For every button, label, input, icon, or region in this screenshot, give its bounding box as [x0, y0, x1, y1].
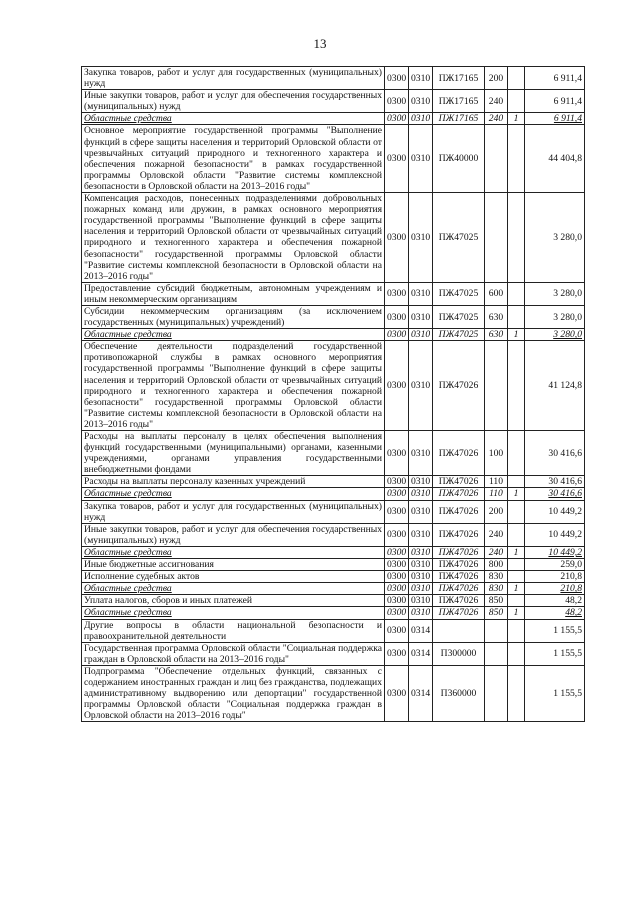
- row-target-article-code: ПЖ47026: [433, 559, 485, 571]
- row-amount: 30 416,6: [525, 476, 585, 488]
- row-section-code: 0300: [385, 113, 409, 125]
- row-expense-type-code: 830: [485, 571, 508, 583]
- row-expense-type-code: [485, 619, 508, 642]
- table-row: [82, 500, 585, 523]
- row-section-code: 0300: [385, 488, 409, 500]
- row-section-code: 0300: [385, 193, 409, 283]
- table-row: [82, 193, 585, 283]
- row-target-article-code: ПЖ47025: [433, 305, 485, 328]
- row-section-code: 0300: [385, 329, 409, 341]
- row-description: Уплата налогов, сборов и иных платежей: [82, 595, 385, 607]
- row-section-code: 0300: [385, 619, 409, 642]
- row-expense-type-code: 240: [485, 90, 508, 113]
- row-section-code: 0300: [385, 431, 409, 476]
- table-row: [82, 305, 585, 328]
- row-section-code: 0300: [385, 607, 409, 619]
- table-row: [82, 619, 585, 642]
- row-section-code: 0300: [385, 642, 409, 665]
- row-amount: 30 416,6: [525, 488, 585, 500]
- row-description: Расходы на выплаты персоналу в целях обеспечения выполнения функций государственными (муниципальными) органами, казенными учреждениями, органами управления государственными внебюджетными фондами: [82, 431, 385, 476]
- budget-table: [81, 66, 585, 722]
- row-description: Подпрограмма "Обеспечение отдельных функций, связанных с содержанием иностранных граждан и лиц без гражданства, подлежащих административному выдворению или депортации" государственной программы Орловской области "Социальная поддержка граждан в Орловской области на 2013–2016 годы": [82, 665, 385, 721]
- row-target-article-code: ПЖ47025: [433, 193, 485, 283]
- row-target-article-code: ПЖ47026: [433, 583, 485, 595]
- row-subsection-code: 0310: [409, 305, 433, 328]
- table-row: [82, 488, 585, 500]
- table-row: [82, 595, 585, 607]
- row-section-code: 0300: [385, 476, 409, 488]
- row-amount: 44 404,8: [525, 125, 585, 193]
- row-target-article-code: ПЖ47026: [433, 341, 485, 431]
- row-target-article-code: ПЖ47026: [433, 476, 485, 488]
- row-target-article-code: ПЖ47025: [433, 329, 485, 341]
- row-description: Иные бюджетные ассигнования: [82, 559, 385, 571]
- row-description: Областные средства: [82, 113, 385, 125]
- table-row: [82, 559, 585, 571]
- row-description: Областные средства: [82, 488, 385, 500]
- row-funding-source-code: 1: [508, 607, 525, 619]
- table-row: [82, 329, 585, 341]
- row-funding-source-code: [508, 341, 525, 431]
- row-amount: 1 155,5: [525, 642, 585, 665]
- row-expense-type-code: 100: [485, 431, 508, 476]
- row-amount: 210,8: [525, 571, 585, 583]
- row-section-code: 0300: [385, 559, 409, 571]
- row-expense-type-code: 630: [485, 329, 508, 341]
- row-expense-type-code: 200: [485, 67, 508, 90]
- row-subsection-code: 0310: [409, 193, 433, 283]
- row-description: Другие вопросы в области национальной безопасности и правоохранительной деятельности: [82, 619, 385, 642]
- row-subsection-code: 0310: [409, 523, 433, 546]
- table-row: [82, 642, 585, 665]
- row-description: Основное мероприятие государственной программы "Выполнение функций в сфере защиты населения и территорий Орловской области от чрезвычайных ситуаций природного и техногенного характера и обеспечения пожарной безопасности" в рамках государственной программы Орловской области "Развитие системы комплексной безопасности в Орловской области на 2013–2016 годы": [82, 125, 385, 193]
- row-subsection-code: 0310: [409, 125, 433, 193]
- row-target-article-code: ПЖ47026: [433, 571, 485, 583]
- row-target-article-code: ПЖ47026: [433, 546, 485, 558]
- row-subsection-code: 0310: [409, 329, 433, 341]
- row-expense-type-code: [485, 193, 508, 283]
- row-amount: 10 449,2: [525, 523, 585, 546]
- row-section-code: 0300: [385, 665, 409, 721]
- row-subsection-code: 0314: [409, 665, 433, 721]
- row-target-article-code: ПЖ47026: [433, 500, 485, 523]
- row-funding-source-code: [508, 476, 525, 488]
- row-section-code: 0300: [385, 546, 409, 558]
- row-expense-type-code: [485, 665, 508, 721]
- row-section-code: 0300: [385, 282, 409, 305]
- row-subsection-code: 0310: [409, 282, 433, 305]
- row-expense-type-code: 850: [485, 595, 508, 607]
- table-row: [82, 125, 585, 193]
- row-funding-source-code: 1: [508, 546, 525, 558]
- table-row: [82, 113, 585, 125]
- table-row: [82, 90, 585, 113]
- row-expense-type-code: 830: [485, 583, 508, 595]
- row-funding-source-code: [508, 67, 525, 90]
- row-subsection-code: 0310: [409, 595, 433, 607]
- row-funding-source-code: [508, 431, 525, 476]
- row-amount: 3 280,0: [525, 305, 585, 328]
- row-subsection-code: 0310: [409, 341, 433, 431]
- table-row: [82, 665, 585, 721]
- row-description: Закупка товаров, работ и услуг для государственных (муниципальных) нужд: [82, 67, 385, 90]
- table-row: [82, 67, 585, 90]
- row-funding-source-code: [508, 90, 525, 113]
- row-section-code: 0300: [385, 523, 409, 546]
- row-amount: 6 911,4: [525, 90, 585, 113]
- table-row: [82, 431, 585, 476]
- row-section-code: 0300: [385, 583, 409, 595]
- row-section-code: 0300: [385, 571, 409, 583]
- budget-table-body: [82, 67, 585, 722]
- row-subsection-code: 0310: [409, 90, 433, 113]
- row-target-article-code: ПЖ17165: [433, 90, 485, 113]
- row-section-code: 0300: [385, 125, 409, 193]
- row-funding-source-code: [508, 305, 525, 328]
- row-subsection-code: 0310: [409, 546, 433, 558]
- row-expense-type-code: 600: [485, 282, 508, 305]
- row-description: Исполнение судебных актов: [82, 571, 385, 583]
- row-funding-source-code: 1: [508, 329, 525, 341]
- row-amount: 6 911,4: [525, 67, 585, 90]
- table-row: [82, 546, 585, 558]
- row-section-code: 0300: [385, 67, 409, 90]
- row-funding-source-code: 1: [508, 583, 525, 595]
- row-target-article-code: ПЖ47025: [433, 282, 485, 305]
- row-target-article-code: ПЖ47026: [433, 488, 485, 500]
- row-description: Компенсация расходов, понесенных подразделениями добровольных пожарных команд или дружин, в рамках основного мероприятия государственной программы "Выполнение функций в сфере защиты населения и территорий Орловской области от чрезвычайных ситуаций природного и техногенного характера и обеспечения пожарной безопасности" государственной программы Орловской области "Развитие системы комплексной безопасности в Орловской области на 2013–2016 годы": [82, 193, 385, 283]
- row-amount: 48,2: [525, 607, 585, 619]
- row-subsection-code: 0310: [409, 559, 433, 571]
- row-funding-source-code: [508, 642, 525, 665]
- row-target-article-code: ПЖ47026: [433, 595, 485, 607]
- row-funding-source-code: [508, 595, 525, 607]
- row-description: Иные закупки товаров, работ и услуг для обеспечения государственных (муниципальных) нужд: [82, 523, 385, 546]
- row-target-article-code: ПЖ40000: [433, 125, 485, 193]
- row-section-code: 0300: [385, 500, 409, 523]
- row-expense-type-code: 110: [485, 476, 508, 488]
- row-expense-type-code: [485, 341, 508, 431]
- row-amount: 3 280,0: [525, 282, 585, 305]
- row-description: Обеспечение деятельности подразделений государственной противопожарной службы в рамках основного мероприятия государственной программы "Выполнение функций в сфере защиты населения и территорий Орловской области от чрезвычайных ситуаций природного и техногенного характера и обеспечения пожарной безопасности" государственной программы Орловской области "Развитие системы комплексной безопасности в Орловской области на 2013–2016 годы": [82, 341, 385, 431]
- row-subsection-code: 0310: [409, 67, 433, 90]
- row-amount: 30 416,6: [525, 431, 585, 476]
- row-subsection-code: 0310: [409, 476, 433, 488]
- row-target-article-code: ПЖ47026: [433, 523, 485, 546]
- row-subsection-code: 0310: [409, 500, 433, 523]
- row-amount: 3 280,0: [525, 329, 585, 341]
- row-funding-source-code: [508, 619, 525, 642]
- row-description: Предоставление субсидий бюджетным, автономным учреждениям и иным некоммерческим организациям: [82, 282, 385, 305]
- row-funding-source-code: [508, 571, 525, 583]
- row-amount: 3 280,0: [525, 193, 585, 283]
- row-amount: 259,0: [525, 559, 585, 571]
- row-expense-type-code: 200: [485, 500, 508, 523]
- row-description: Областные средства: [82, 583, 385, 595]
- row-target-article-code: ПЖ47026: [433, 431, 485, 476]
- row-subsection-code: 0310: [409, 571, 433, 583]
- row-section-code: 0300: [385, 305, 409, 328]
- row-description: Областные средства: [82, 329, 385, 341]
- row-target-article-code: ПЖ17165: [433, 113, 485, 125]
- row-subsection-code: 0310: [409, 607, 433, 619]
- table-row: [82, 523, 585, 546]
- row-amount: 10 449,2: [525, 500, 585, 523]
- row-subsection-code: 0314: [409, 619, 433, 642]
- row-description: Расходы на выплаты персоналу казенных учреждений: [82, 476, 385, 488]
- row-funding-source-code: 1: [508, 113, 525, 125]
- row-description: Государственная программа Орловской области "Социальная поддержка граждан в Орловской области на 2013–2016 годы": [82, 642, 385, 665]
- row-subsection-code: 0310: [409, 488, 433, 500]
- row-funding-source-code: [508, 125, 525, 193]
- row-section-code: 0300: [385, 90, 409, 113]
- row-subsection-code: 0310: [409, 583, 433, 595]
- row-subsection-code: 0310: [409, 113, 433, 125]
- row-expense-type-code: 850: [485, 607, 508, 619]
- row-target-article-code: П300000: [433, 642, 485, 665]
- row-section-code: 0300: [385, 595, 409, 607]
- row-amount: 10 449,2: [525, 546, 585, 558]
- row-funding-source-code: [508, 282, 525, 305]
- row-target-article-code: ПЖ47026: [433, 607, 485, 619]
- row-amount: 1 155,5: [525, 619, 585, 642]
- row-expense-type-code: 630: [485, 305, 508, 328]
- row-amount: 1 155,5: [525, 665, 585, 721]
- row-target-article-code: ПЖ17165: [433, 67, 485, 90]
- row-funding-source-code: [508, 523, 525, 546]
- row-expense-type-code: [485, 125, 508, 193]
- row-expense-type-code: 240: [485, 546, 508, 558]
- table-row: [82, 341, 585, 431]
- row-target-article-code: [433, 619, 485, 642]
- table-row: [82, 476, 585, 488]
- row-subsection-code: 0310: [409, 431, 433, 476]
- row-amount: 48,2: [525, 595, 585, 607]
- row-description: Областные средства: [82, 546, 385, 558]
- row-section-code: 0300: [385, 341, 409, 431]
- table-row: [82, 607, 585, 619]
- table-row: [82, 583, 585, 595]
- row-funding-source-code: [508, 193, 525, 283]
- row-funding-source-code: [508, 500, 525, 523]
- page-number: 13: [313, 36, 327, 51]
- row-funding-source-code: [508, 665, 525, 721]
- row-expense-type-code: 110: [485, 488, 508, 500]
- row-expense-type-code: 240: [485, 523, 508, 546]
- row-amount: 210,8: [525, 583, 585, 595]
- row-description: Иные закупки товаров, работ и услуг для обеспечения государственных (муниципальных) нужд: [82, 90, 385, 113]
- row-amount: 41 124,8: [525, 341, 585, 431]
- row-amount: 6 911,4: [525, 113, 585, 125]
- row-funding-source-code: 1: [508, 488, 525, 500]
- row-funding-source-code: [508, 559, 525, 571]
- table-row: [82, 282, 585, 305]
- row-subsection-code: 0314: [409, 642, 433, 665]
- row-expense-type-code: 240: [485, 113, 508, 125]
- row-description: Закупка товаров, работ и услуг для государственных (муниципальных) нужд: [82, 500, 385, 523]
- row-expense-type-code: 800: [485, 559, 508, 571]
- row-description: Областные средства: [82, 607, 385, 619]
- row-description: Субсидии некоммерческим организациям (за исключением государственных (муниципальных) учреждений): [82, 305, 385, 328]
- row-target-article-code: П360000: [433, 665, 485, 721]
- table-row: [82, 571, 585, 583]
- row-expense-type-code: [485, 642, 508, 665]
